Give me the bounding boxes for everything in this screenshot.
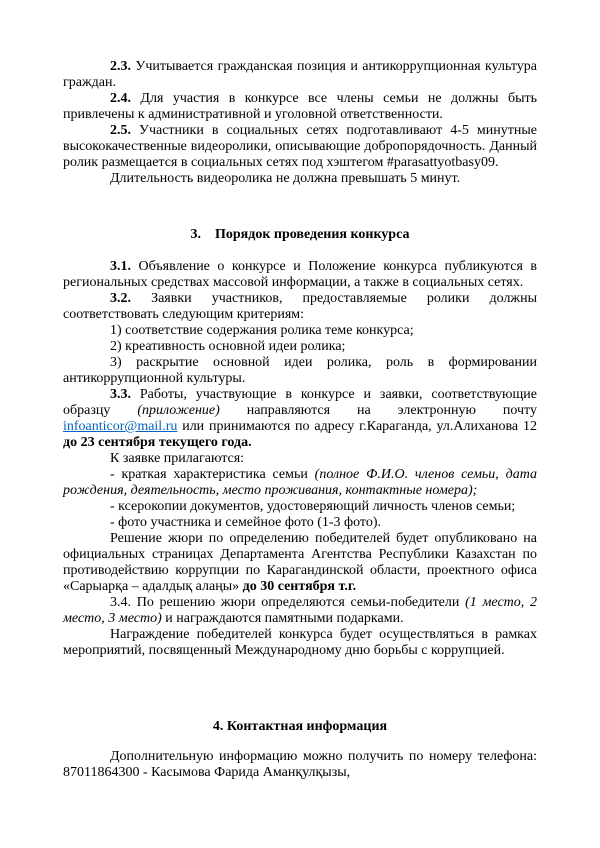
paragraph-group-contacts	[63, 749, 537, 781]
paragraph	[63, 323, 537, 339]
paragraph	[63, 123, 537, 171]
text-segment: Решение жюри по определению победителей будет опубликовано на официальных страницах Департамента Агентства Республики Казахстан по противодействию коррупции по Карагандинской области, проектного офиса «Сарыарқа – адалдық алаңы»	[63, 531, 537, 594]
paragraph	[63, 171, 537, 187]
paragraph	[63, 259, 537, 291]
text-segment: (полное Ф.И.О. членов семьи, дата рождения, деятельность, место проживания, контактные номера);	[63, 467, 537, 498]
text-segment: 3.4. По решению жюри определяются семьи-победители	[110, 595, 466, 610]
text-segment: Заявки участников, предоставляемые ролики должны соответствовать следующим критериям:	[63, 291, 537, 322]
section-contact-info	[63, 719, 537, 781]
text-segment: или принимаются по адресу г.Караганда, ул.Алиханова 12	[177, 419, 537, 434]
text-segment: Награждение победителей конкурса будет осуществляться в рамках мероприятий, посвященный Международному дню борьбы с коррупцией.	[63, 627, 537, 658]
paragraph	[63, 291, 537, 323]
paragraph	[63, 387, 537, 451]
email-link[interactable]: infoanticor@mail.ru	[63, 419, 178, 434]
section-contest-procedure	[63, 227, 537, 659]
paragraph	[63, 515, 537, 531]
text-segment: Длительность видеоролика не должна превышать 5 минут.	[110, 171, 461, 186]
text-segment: Учитывается гражданская позиция и антикоррупционная культура граждан.	[63, 59, 537, 90]
paragraph-group-conditions	[63, 59, 537, 187]
text-segment: - фото участника и семейное фото (1-3 фото).	[110, 515, 382, 530]
text-segment: 3.1.	[110, 259, 131, 274]
text-segment: до 30 сентября т.г.	[242, 579, 357, 594]
text-segment: 2.3.	[110, 59, 131, 74]
paragraph	[63, 749, 537, 781]
paragraph-group-procedure	[63, 259, 537, 659]
text-segment: (приложение)	[137, 403, 220, 418]
text-segment: Для участия в конкурсе все члены семьи не должны быть привлечены к административной и уголовной ответственности.	[63, 91, 537, 122]
section-4-heading: 4. Контактная информация	[212, 719, 388, 734]
text-segment: 2.4.	[110, 91, 131, 106]
paragraph	[63, 531, 537, 595]
text-segment: 2) креативность основной идеи ролика;	[110, 339, 346, 354]
text-segment: 3.2.	[110, 291, 131, 306]
text-segment: Дополнительную информацию можно получить по номеру телефона: 87011864300 - Касымова Фарида Аманқулқызы,	[63, 749, 537, 780]
text-segment: Объявление о конкурсе и Положение конкурса публикуются в региональных средствах массовой информации, а также в социальных сетях.	[63, 259, 537, 290]
paragraph	[63, 59, 537, 91]
paragraph	[63, 627, 537, 659]
section-contest-conditions	[63, 59, 537, 187]
text-segment: до 23 сентября текущего года.	[63, 435, 252, 450]
paragraph	[63, 499, 537, 515]
paragraph	[63, 355, 537, 387]
text-segment: - ксерокопии документов, удостоверяющий личность членов семьи;	[110, 499, 516, 514]
text-segment: направляются на электронную почту	[219, 403, 537, 418]
text-segment: 3.3.	[110, 387, 131, 402]
text-segment: К заявке прилагаются:	[110, 451, 245, 466]
text-segment: (1 место, 2 место, 3 место)	[63, 595, 537, 626]
text-segment: и награждаются памятными подарками.	[161, 611, 404, 626]
paragraph	[63, 91, 537, 123]
section-3-heading: 3. Порядок проведения конкурса	[190, 227, 410, 242]
text-segment: - краткая характеристика семьи	[110, 467, 315, 482]
paragraph	[63, 339, 537, 355]
text-segment: 2.5.	[110, 123, 131, 138]
text-segment: 1) соответствие содержания ролика теме конкурса;	[110, 323, 414, 338]
paragraph	[63, 467, 537, 499]
paragraph	[63, 451, 537, 467]
text-segment: Работы, участвующие в конкурсе и заявки, соответствующие образцу	[63, 387, 537, 418]
text-segment: Участники в социальных сетях подготавливают 4-5 минутные высококачественные видеоролики, описывающие добропорядочность. Данный ролик размещается в социальных сетях под хэштегом #parasattyotbasy09.	[63, 123, 537, 170]
text-segment: 3) раскрытие основной идеи ролика, роль в формировании антикоррупционной культуры.	[63, 355, 537, 386]
paragraph	[63, 595, 537, 627]
